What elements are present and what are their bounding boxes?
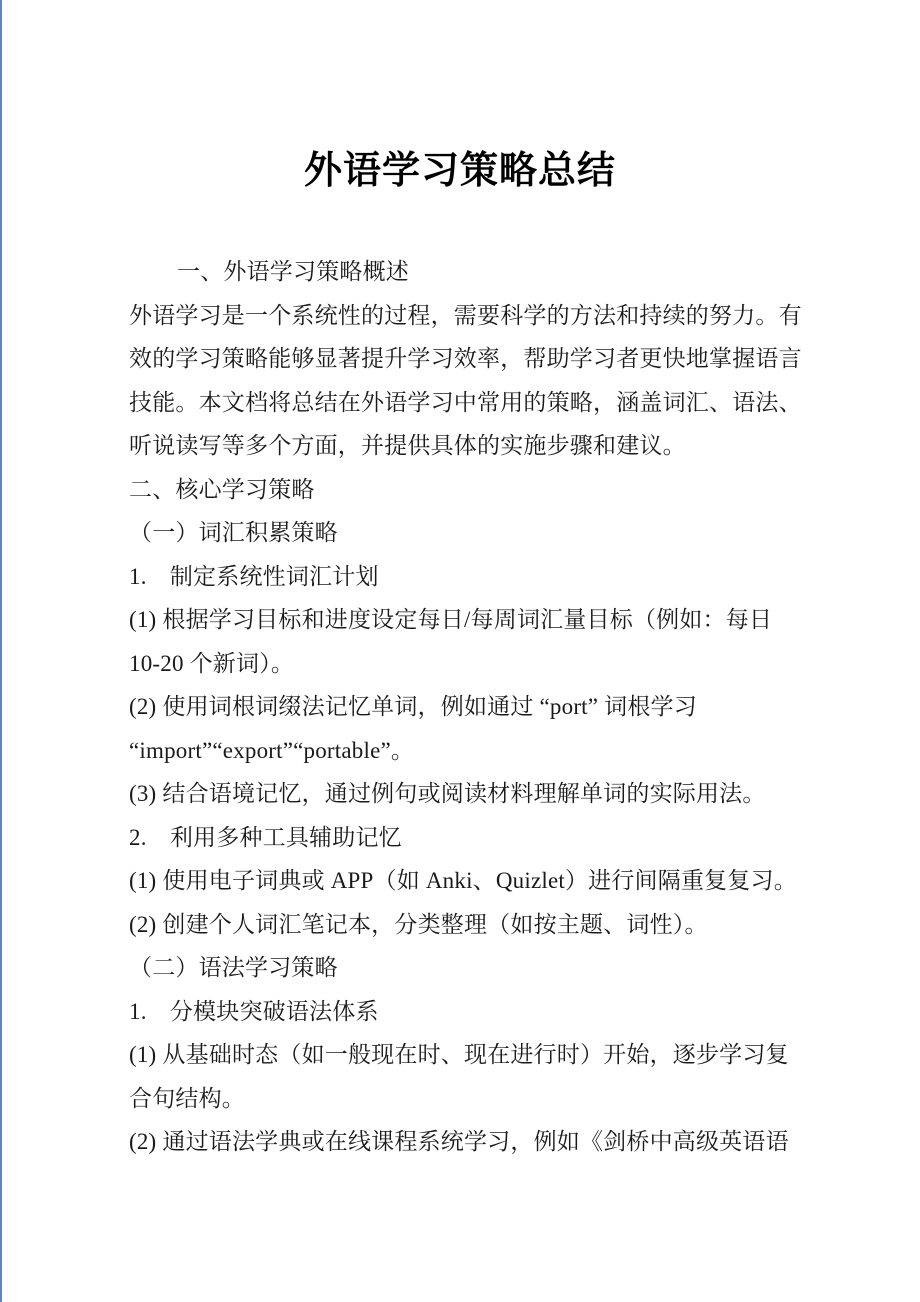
- doc-line: 听说读写等多个方面，并提供具体的实施步骤和建议。: [129, 433, 686, 459]
- document-body: [129, 248, 802, 1162]
- doc-line-heading-1: 一、外语学习策略概述: [177, 259, 409, 285]
- doc-line: 技能。本文档将总结在外语学习中常用的策略，涵盖词汇、语法、: [129, 389, 802, 415]
- doc-line: 合句结构。: [129, 1085, 245, 1111]
- doc-line-numbered: 2. 利用多种工具辅助记忆: [129, 824, 402, 850]
- doc-line: (2) 创建个人词汇笔记本，分类整理（如按主题、词性）。: [129, 911, 708, 937]
- doc-line-numbered: 1. 制定系统性词汇计划: [129, 563, 379, 589]
- doc-line: “import”“export”“portable”。: [129, 737, 415, 763]
- doc-line: 外语学习是一个系统性的过程，需要科学的方法和持续的努力。有: [129, 302, 802, 328]
- doc-line-heading-2: 二、核心学习策略: [129, 476, 315, 502]
- doc-line-subheading: （二）语法学习策略: [129, 955, 338, 981]
- doc-line: (2) 通过语法学典或在线课程系统学习，例如《剑桥中高级英语语: [129, 1129, 789, 1155]
- doc-line: (1) 根据学习目标和进度设定每日/每周词汇量目标（例如：每日: [129, 607, 773, 633]
- doc-line-subheading: （一）词汇积累策略: [129, 520, 338, 546]
- doc-line-numbered: 1. 分模块突破语法体系: [129, 998, 379, 1024]
- doc-line: (1) 使用电子词典或 APP（如 Anki、Quizlet）进行间隔重复复习。: [129, 868, 797, 894]
- doc-line: (3) 结合语境记忆，通过例句或阅读材料理解单词的实际用法。: [129, 781, 766, 807]
- doc-line: (1) 从基础时态（如一般现在时、现在进行时）开始，逐步学习复: [129, 1042, 789, 1068]
- doc-line: (2) 使用词根词缀法记忆单词，例如通过 “port” 词根学习: [129, 694, 697, 720]
- document-title: 外语学习策略总结: [303, 150, 616, 192]
- doc-line: 效的学习策略能够显著提升学习效率，帮助学习者更快地掌握语言: [129, 346, 802, 372]
- doc-line: 10-20 个新词）。: [129, 650, 295, 676]
